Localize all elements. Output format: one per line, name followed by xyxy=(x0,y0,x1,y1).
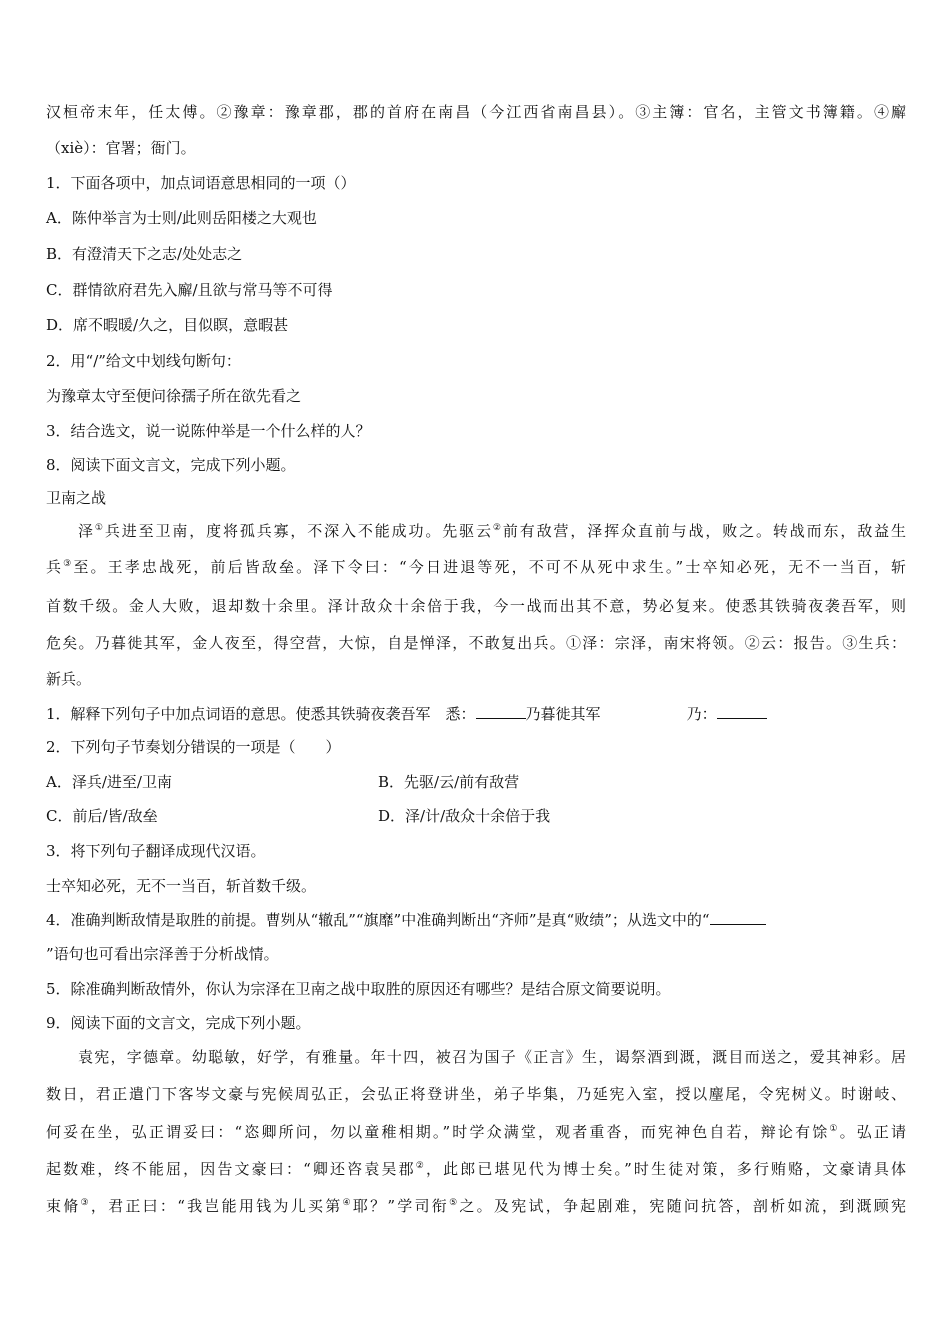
answer-blank[interactable] xyxy=(717,703,767,719)
question-8-5: 5．除准确判断敌情外，你认为宗泽在卫南之战中取胜的原因还有哪些？是结合原文简要说明。 xyxy=(46,980,671,998)
question-7-2-text: 为豫章太守至便问徐孺子所在欲先看之 xyxy=(46,387,302,405)
passage-line: 泽①兵进至卫南，度将孤兵寡，不深入不能成功。先驱云②前有敌营，泽挥众直前与战，败之。转战而东，敌益生 xyxy=(78,522,906,540)
option-b: B．有澄清天下之志/处处志之 xyxy=(46,245,243,263)
option-b: B．先驱/云/前有敌营 xyxy=(378,773,520,791)
footnote-line: 汉桓帝末年，任太傅。②豫章：豫章郡，郡的首府在南昌（今江西省南昌县）。③主簿：官名，主管文书簿籍。④廨 xyxy=(46,103,906,121)
option-c: C．前后/皆/敌垒 xyxy=(46,807,158,825)
question-8-4-cont: ”语句也可看出宗泽善于分析战情。 xyxy=(46,945,279,963)
option-d: D．泽/计/敌众十余倍于我 xyxy=(378,807,551,825)
options-row xyxy=(46,772,906,792)
option-a: A．泽兵/进至/卫南 xyxy=(46,773,172,791)
question-8-4: 4．准确判断敌情是取胜的前提。曹刿从“辙乱”“旗靡”中准确判断出“齐师”是真“败绩”；从选文中的“ xyxy=(46,909,906,930)
passage-line: 兵③至。王孝忠战死，前后皆敌垒。泽下令曰：“今日进退等死，不可不从死中求生。”士卒知必死，无不一当百，斩 xyxy=(46,558,906,576)
question-7-2: 2．用“/”给文中划线句断句： xyxy=(46,352,241,370)
passage-line: 数日，君正遣门下客岑文豪与宪候周弘正，会弘正将登讲坐，弟子毕集，乃延宪入室，授以麈尾，令宪树义。时谢岐、 xyxy=(46,1085,906,1103)
section-9-heading: 9．阅读下面的文言文，完成下列小题。 xyxy=(46,1014,311,1032)
question-8-1: 1．解释下列句子中加点词语的意思。使悉其铁骑夜袭吾军 悉： 乃暮徙其军 乃： xyxy=(46,703,906,724)
passage-line: 束脩③，君正曰：“我岂能用钱为儿买第④耶？”学司衔⑤之。及宪试，争起剧难，宪随问抗答，剖析如流，到溉顾宪 xyxy=(46,1197,906,1215)
answer-blank[interactable] xyxy=(476,703,526,719)
section-8-heading: 8．阅读下面文言文，完成下列小题。 xyxy=(46,456,296,474)
question-7-3: 3．结合选文，说一说陈仲举是一个什么样的人？ xyxy=(46,422,371,440)
question-7-1: 1．下面各项中，加点词语意思相同的一项（） xyxy=(46,174,356,192)
passage-line: 何妥在坐，弘正谓妥曰：“恣卿所问，勿以童稚相期。”时学众满堂，观者重沓，而宪神色自若，辩论有馀①。弘正请 xyxy=(46,1123,906,1141)
question-8-3: 3．将下列句子翻译成现代汉语。 xyxy=(46,842,266,860)
option-a: A．陈仲举言为士则/此则岳阳楼之大观也 xyxy=(46,209,317,227)
passage-line: 首数千级。金人大败，退却数十余里。泽计敌众十余倍于我，今一战而出其不意，势必复来。使悉其铁骑夜袭吾军，则 xyxy=(46,597,906,615)
option-d: D．席不暇暖/久之，目似瞑，意暇甚 xyxy=(46,316,289,334)
options-row xyxy=(46,806,906,826)
passage-line: 起数难，终不能屈，因告文豪曰：“卿还咨袁吴郡②，此郎已堪见代为博士矣。”时生徒对策，多行贿赂，文豪请具体 xyxy=(46,1160,907,1178)
passage-line: 新兵。 xyxy=(46,670,92,688)
question-8-2: 2．下列句子节奏划分错误的一项是（ ） xyxy=(46,738,341,756)
passage-title: 卫南之战 xyxy=(46,489,107,507)
option-c: C．群情欲府君先入廨/且欲与常马等不可得 xyxy=(46,281,333,299)
footnote-line: （xiè）：官署；衙门。 xyxy=(46,139,196,157)
passage-line: 危矣。乃暮徙其军，金人夜至，得空营，大惊，自是惮泽，不敢复出兵。①泽：宗泽，南宋将领。②云：报告。③生兵： xyxy=(46,634,906,652)
answer-blank[interactable] xyxy=(710,909,766,925)
passage-line: 袁宪，字德章。幼聪敏，好学，有雅量。年十四，被召为国子《正言》生，谒祭酒到溉，溉目而送之，爱其神彩。居 xyxy=(78,1048,906,1066)
question-8-3-text: 士卒知必死，无不一当百，斩首数千级。 xyxy=(46,877,317,895)
